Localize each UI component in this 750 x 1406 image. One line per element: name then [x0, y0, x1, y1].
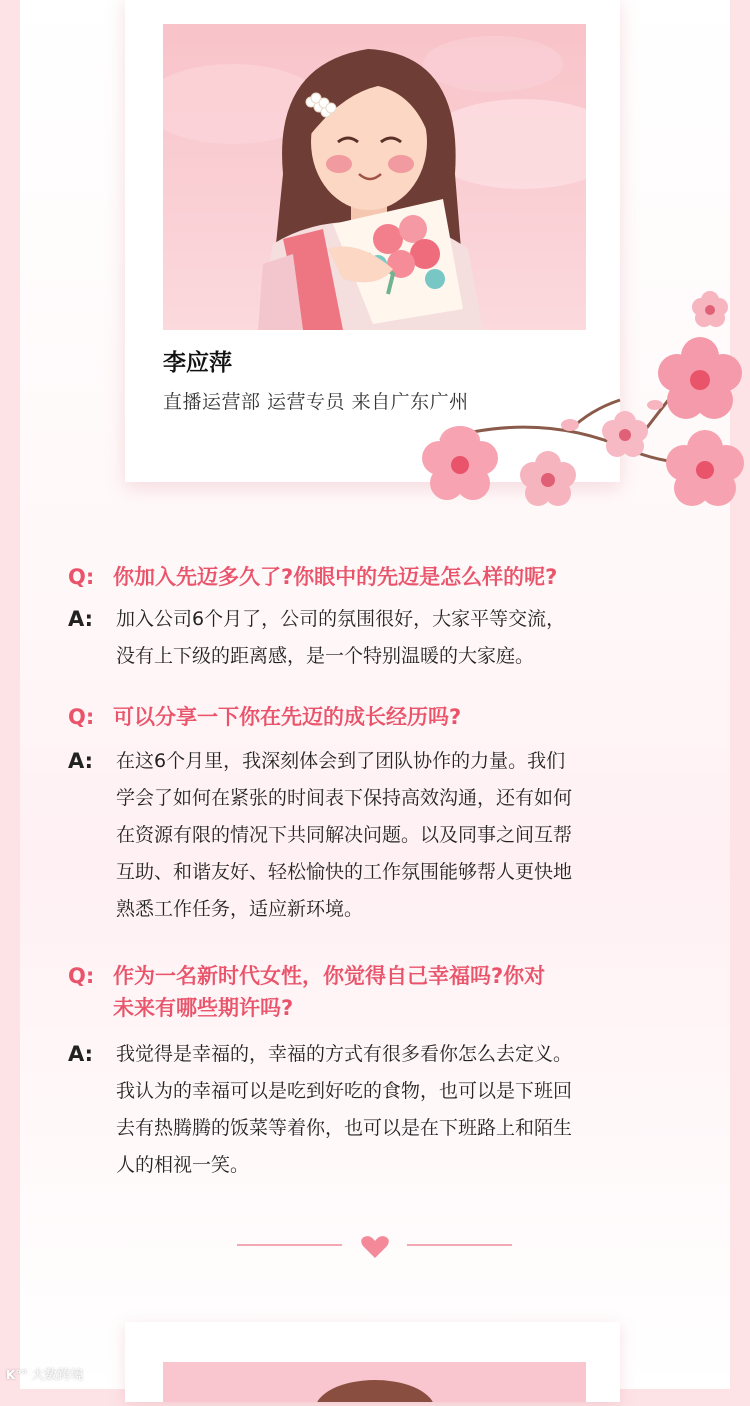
- answer-line: 没有上下级的距离感，是一个特别温暖的大家庭。: [116, 645, 535, 667]
- answer-line: 我觉得是幸福的，幸福的方式有很多看你怎么去定义。: [116, 1043, 573, 1065]
- profile-name: 李应萍: [163, 349, 232, 376]
- heart-icon: [360, 1235, 390, 1259]
- answer-line: 我认为的幸福可以是吃到好吃的食物，也可以是下班回: [116, 1080, 573, 1102]
- question-label: Q:: [68, 705, 95, 729]
- answer-label: A:: [68, 607, 94, 631]
- profile-role: 直播运营部 运营专员 来自广东广州: [163, 391, 469, 413]
- answer-line: 互助、和谐友好、轻松愉快的工作氛围能够帮人更快地: [116, 861, 573, 883]
- question-text: 作为一名新时代女性，你觉得自己幸福吗?你对: [113, 964, 546, 988]
- next-profile-card: [125, 1322, 620, 1402]
- divider-line: [407, 1244, 512, 1246]
- question-text: 未来有哪些期许吗?: [113, 996, 294, 1020]
- profile-illustration: [163, 24, 586, 330]
- question-1: [68, 561, 558, 594]
- next-profile-illustration: [163, 1362, 586, 1402]
- answer-line: 在这6个月里，我深刻体会到了团队协作的力量。我们: [116, 750, 566, 772]
- section-divider: [237, 1235, 512, 1255]
- answer-line: 人的相视一笑。: [116, 1154, 250, 1176]
- question-label: Q:: [68, 565, 95, 589]
- question-label: Q:: [68, 964, 95, 988]
- question-3: [68, 960, 546, 1020]
- divider-line: [237, 1244, 342, 1246]
- question-2: [68, 701, 462, 734]
- question-text: 你加入先迈多久了?你眼中的先迈是怎么样的呢?: [113, 565, 558, 589]
- answer-line: 去有热腾腾的饭菜等着你，也可以是在下班路上和陌生: [116, 1117, 573, 1139]
- watermark: [6, 1364, 83, 1383]
- answer-label: A:: [68, 749, 94, 773]
- answer-line: 学会了如何在紧张的时间表下保持高效沟通，还有如何: [116, 787, 573, 809]
- watermark-text: 大数跨境: [31, 1368, 84, 1383]
- cherry-blossom-icon: [400, 290, 750, 550]
- answer-line: 熟悉工作任务，适应新环境。: [116, 898, 364, 920]
- answer-line: 在资源有限的情况下共同解决问题。以及同事之间互帮: [116, 824, 573, 846]
- ko-logo-icon: K°°: [6, 1368, 28, 1382]
- answer-line: 加入公司6个月了，公司的氛围很好，大家平等交流，: [116, 608, 566, 630]
- question-text: 可以分享一下你在先迈的成长经历吗?: [113, 705, 462, 729]
- answer-label: A:: [68, 1042, 94, 1066]
